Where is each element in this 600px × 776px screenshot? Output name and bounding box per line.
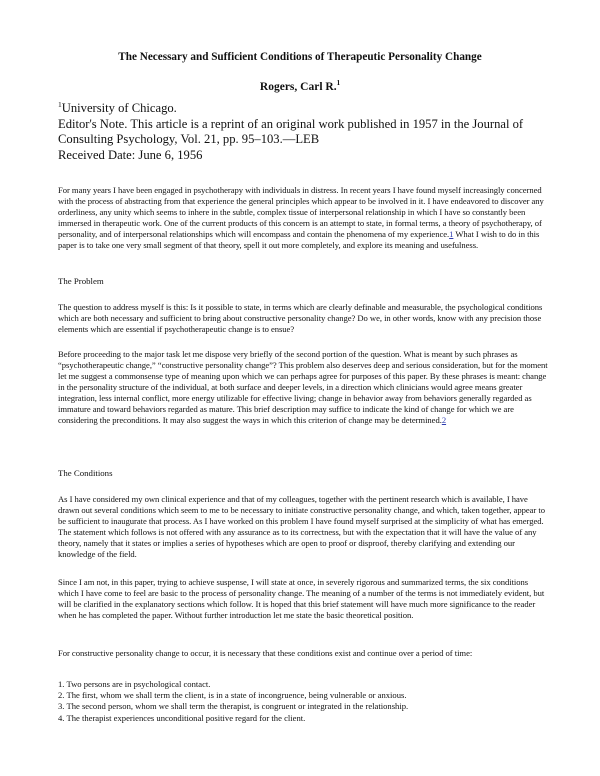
received-date: Received Date: June 6, 1956 [58,147,203,162]
affiliation-marker: 1 [58,100,62,109]
problem-p2-text: Before proceeding to the major task let me dispose very briefly of the second portion of the question. What is meant by such phrases as “psychotherapeutic change,” “constructive personality change”? This problem also deserves deep and serious consideration, but for the moment let me suggest a commonsense type of meaning upon which we can perhaps agree for purposes of this paper. By these phrases is meant: change in the personality structure of the individual, at both surface and deeper levels, in a direction which clinicians would agree means greater integration, less internal conflict, more energy utilizable for effective living; change in behavior away from behaviors generally regarded as immature and toward behaviors regarded as mature. This brief description may suffice to indicate the kind of change for which we are considering the preconditions. It may also suggest the ways in which this criterion of change may be determined. [58,349,548,426]
editors-note-line-1: Editor's Note. This article is a reprint of an original work published in 1957 in the Journal of [58,116,524,131]
author-name: Rogers, Carl R. [259,81,337,93]
footnote-link-1[interactable]: 1 [449,229,454,240]
heading-the-problem: The Problem [58,276,104,286]
list-item: 4. The therapist experiences unconditional positive regard for the client. [58,712,306,723]
editors-note-line-2: Consulting Psychology, Vol. 21, pp. 95–103.—LEB [58,132,320,147]
problem-paragraph-2 [58,349,548,426]
conditions-paragraph-1: As I have considered my own clinical experience and that of my colleagues, together with the pertinent research which is available, I have drawn out several conditions which seem to me to be necessary to initiate constructive personality change, and which, taken together, appear to be sufficient to inaugurate that process. As I have worked on this problem I have found myself surprised at the simplicity of what has emerged. The statement which follows is not offered with any assurance as to its correctness, but with the expectation that it will have the value of any theory, namely that it states or implies a series of hypotheses which are open to proof or disproof, thereby clarifying and extending our knowledge of the field. [58,494,545,560]
list-item: 2. The first, whom we shall term the client, is in a state of incongruence, being vulnerable or anxious. [58,690,407,701]
footnote-link-2[interactable]: 2 [441,415,447,426]
problem-paragraph-1: The question to address myself is this: Is it possible to state, in terms which are clearly definable and measurable, the psychological conditions which are both necessary and sufficient to bring about constructive personality change? Do we, in other words, know with any precision those elements which are essential if psychotherapeutic change is to ensue? [58,302,543,335]
article-title: The Necessary and Sufficient Conditions of Therapeutic Personality Change [118,51,482,63]
list-item: 1. Two persons are in psychological contact. [58,679,211,689]
heading-the-conditions: The Conditions [58,468,113,478]
intro-text: For many years I have been engaged in psychotherapy with individuals in distress. In recent years I have found myself increasingly concerned with the process of abstracting from that experience the general principles which appear to be involved in it. I have endeavored to discover any orderliness, any unity which seems to inhere in the subtle, complex tissue of interpersonal relationship in which I have so constantly been immersed in therapeutic work. One of the current products of this concern is an attempt to state, in formal terms, a theory of psychotherapy, of personality, and of interpersonal relationships which will encompass and contain the phenomena of my experience. [58,185,544,240]
conditions-paragraph-2: Since I am not, in this paper, trying to achieve suspense, I will state at once, in severely rigorous and summarized terms, the six conditions which I have come to feel are basic to the process of personality change. The meaning of a number of the terms is not immediately evident, but will be clarified in the explanatory sections which follow. It is hoped that this brief statement will have much more significance to the reader when he has completed the paper. Without further introduction let me state the basic theoretical position. [58,577,545,621]
intro-paragraph [58,185,548,251]
article-meta [58,101,558,163]
affiliation-text: University of Chicago. [61,101,177,115]
intro-text-after: What I wish to do in this paper is to take one very small segment of that theory, spell it out more completely, and explore its meaning and usefulness. [58,229,540,251]
list-item: 3. The second person, whom we shall term the therapist, is congruent or integrated in the relationship. [58,701,409,712]
author-line [0,80,600,94]
author-footnote-marker: 1 [336,79,341,87]
affiliation [58,101,558,117]
conditions-list [58,679,548,724]
conditions-paragraph-3: For constructive personality change to occur, it is necessary that these conditions exist and continue over a period of time: [58,648,473,658]
